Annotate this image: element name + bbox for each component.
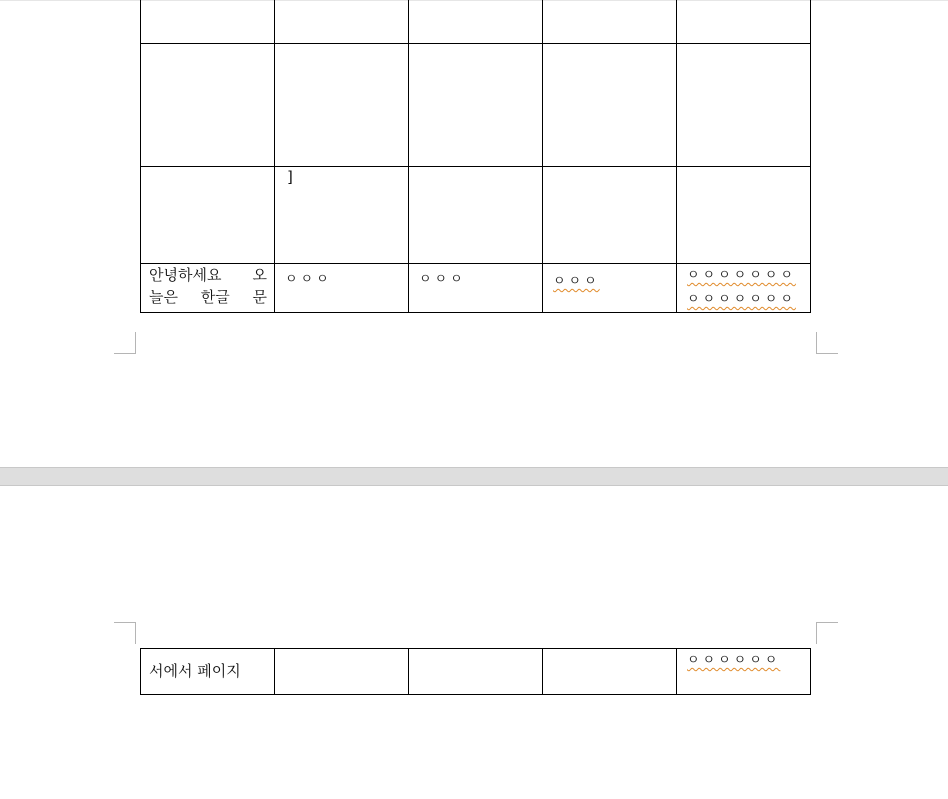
table-cell[interactable] <box>677 167 811 264</box>
table-cell[interactable] <box>543 649 677 695</box>
table-cell[interactable] <box>275 44 409 167</box>
document-page-2 <box>0 486 948 799</box>
spellcheck-text: ㅇㅇㅇ <box>553 274 600 289</box>
table-cell[interactable] <box>677 649 811 695</box>
table-cell[interactable] <box>141 649 275 695</box>
table-cell[interactable] <box>141 167 275 264</box>
page-separator <box>0 467 948 486</box>
page-corner-mark-top-right <box>816 622 838 644</box>
table-cell[interactable] <box>677 44 811 167</box>
document-table <box>140 648 811 695</box>
table-cell[interactable] <box>141 264 275 313</box>
table-cell[interactable] <box>677 264 811 313</box>
table-row <box>141 0 811 44</box>
text-cursor-mark: ] <box>287 168 293 186</box>
table-cell[interactable] <box>409 44 543 167</box>
table-cell[interactable] <box>141 44 275 167</box>
table-row <box>141 649 811 695</box>
spellcheck-text: ㅇㅇㅇㅇㅇㅇㅇ <box>687 292 796 307</box>
table-cell[interactable] <box>543 0 677 44</box>
page-corner-mark-bottom-left <box>114 332 136 354</box>
table-row <box>141 264 811 313</box>
spellcheck-text: ㅇㅇㅇㅇㅇㅇㅇ <box>687 268 796 283</box>
cell-text-line: 늘은 한글 문 <box>149 288 267 306</box>
cell-text: ㅇㅇㅇ <box>419 272 466 287</box>
table-cell[interactable] <box>677 0 811 44</box>
table-cell[interactable] <box>409 264 543 313</box>
spellcheck-text: ㅇㅇㅇㅇㅇㅇ <box>687 653 781 668</box>
table-cell[interactable] <box>275 649 409 695</box>
table-cell[interactable] <box>543 264 677 313</box>
table-cell[interactable] <box>275 0 409 44</box>
page-corner-mark-bottom-right <box>816 332 838 354</box>
cell-text: ㅇㅇㅇ <box>285 272 332 287</box>
table-cell[interactable] <box>409 0 543 44</box>
table-row <box>141 167 811 264</box>
table-row <box>141 44 811 167</box>
table-cell[interactable] <box>141 0 275 44</box>
table-cell[interactable] <box>409 649 543 695</box>
table-cell[interactable] <box>543 44 677 167</box>
cell-text: 서에서 페이지 <box>149 662 241 680</box>
table-cell[interactable] <box>409 167 543 264</box>
table-cell[interactable] <box>543 167 677 264</box>
table-cell[interactable] <box>275 264 409 313</box>
document-table <box>140 0 811 313</box>
page-corner-mark-top-left <box>114 622 136 644</box>
table-cell[interactable] <box>275 167 409 264</box>
cell-text-line: 안녕하세요 오 <box>149 266 267 284</box>
